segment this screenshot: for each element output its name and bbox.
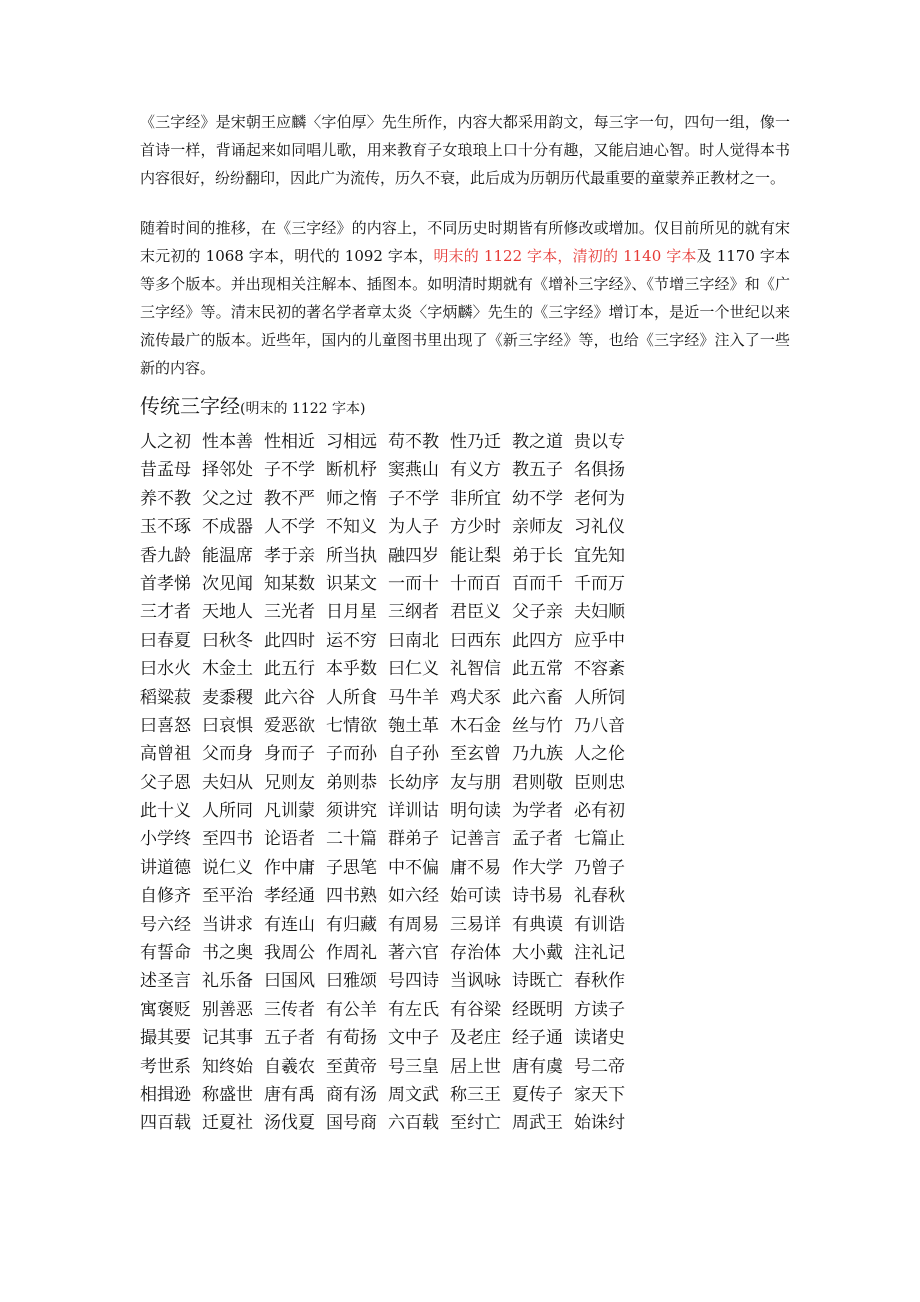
verse-phrase: 孝于亲 [264,545,315,566]
verse-phrase: 读诸史 [574,1028,625,1049]
verse-phrase: 能温席 [202,545,253,566]
verse-grid [140,428,790,1138]
verse-phrase: 玉不琢 [140,517,191,538]
verse-phrase: 至纣亡 [450,1113,501,1134]
highlight-ming-edition: 明末的 1122 字本 [433,247,558,265]
verse-phrase: 及老庄 [450,1028,501,1049]
verse-phrase: 名俱扬 [574,460,625,481]
verse-phrase: 此六畜 [512,687,563,708]
verse-phrase: 马牛羊 [388,687,439,708]
highlight-separator: ， [557,247,573,265]
verse-phrase: 唐有禹 [264,1084,315,1105]
verse-phrase: 夫妇从 [202,772,253,793]
verse-phrase: 当讲求 [202,914,253,935]
verse-phrase: 麦黍稷 [202,687,253,708]
verse-phrase: 丝与竹 [512,715,563,736]
verse-phrase: 弟于长 [512,545,563,566]
verse-row [140,882,790,910]
verse-phrase: 礼春秋 [574,886,625,907]
verse-phrase: 性乃迁 [450,432,501,452]
verse-row [140,825,790,853]
verse-phrase: 号二帝 [574,1056,625,1077]
verse-phrase: 七情欲 [326,715,377,736]
verse-phrase: 稻粱菽 [140,687,191,708]
verse-phrase: 中不偏 [388,857,439,878]
verse-phrase: 庸不易 [450,857,501,878]
verse-phrase: 三光者 [264,602,315,623]
verse-phrase: 自子孙 [388,744,439,765]
verse-phrase: 曰哀惧 [202,715,253,736]
verse-phrase: 子思笔 [326,857,377,878]
verse-phrase: 人之初 [140,432,191,452]
verse-phrase: 此六谷 [264,687,315,708]
verse-phrase: 人之伦 [574,744,625,765]
verse-phrase: 方少时 [450,517,501,538]
verse-phrase: 周文武 [388,1084,439,1105]
verse-phrase: 周武王 [512,1113,563,1134]
verse-phrase: 著六官 [388,943,439,964]
verse-phrase: 识某文 [326,573,377,594]
verse-phrase: 本乎数 [326,659,377,680]
verse-phrase: 此四时 [264,630,315,651]
verse-phrase: 至平治 [202,886,253,907]
verse-phrase: 昔孟母 [140,460,191,481]
verse-phrase: 君则敬 [512,772,563,793]
verse-phrase: 自羲农 [264,1056,315,1077]
verse-phrase: 春秋作 [574,971,625,992]
verse-phrase: 三易详 [450,914,501,935]
verse-phrase: 三纲者 [388,602,439,623]
verse-row [140,1024,790,1052]
verse-phrase: 习礼仪 [574,517,625,538]
verse-row [140,684,790,712]
verse-phrase: 有周易 [388,914,439,935]
verse-phrase: 乃九族 [512,744,563,765]
verse-phrase: 此十义 [140,801,191,822]
verse-phrase: 性本善 [202,432,253,452]
verse-phrase: 经既明 [512,999,563,1020]
verse-phrase: 为学者 [512,801,563,822]
verse-phrase: 号四诗 [388,971,439,992]
verse-phrase: 乃八音 [574,715,625,736]
highlight-qing-edition: 清初的 1140 字本 [572,247,697,265]
verse-phrase: 商有汤 [326,1084,377,1105]
verse-phrase: 有训诰 [574,914,625,935]
verse-row [140,542,790,570]
verse-phrase: 大小戴 [512,943,563,964]
verse-phrase: 父之过 [202,488,253,509]
verse-row [140,1053,790,1081]
verse-phrase: 孝经通 [264,886,315,907]
verse-phrase: 百而千 [512,573,563,594]
verse-phrase: 号六经 [140,914,191,935]
verse-phrase: 迁夏社 [202,1113,253,1134]
verse-phrase: 作大学 [512,857,563,878]
verse-row [140,797,790,825]
verse-phrase: 至四书 [202,829,253,850]
verse-row [140,598,790,626]
verse-phrase: 千而万 [574,573,625,594]
verse-phrase: 有公羊 [326,999,377,1020]
verse-phrase: 日月星 [326,602,377,623]
verse-phrase: 称盛世 [202,1084,253,1105]
verse-phrase: 居上世 [450,1056,501,1077]
section-heading [140,386,790,426]
verse-row [140,428,790,456]
intro-paragraph-1 [140,108,790,192]
verse-row [140,769,790,797]
verse-phrase: 四书熟 [326,886,377,907]
verse-phrase: 曰秋冬 [202,630,253,651]
verse-phrase: 为人子 [388,517,439,538]
verse-phrase: 君臣义 [450,602,501,623]
verse-phrase: 三才者 [140,602,191,623]
verse-phrase: 如六经 [388,886,439,907]
verse-phrase: 香九龄 [140,545,191,566]
verse-row [140,456,790,484]
verse-phrase: 三传者 [264,999,315,1020]
verse-phrase: 当讽咏 [450,971,501,992]
verse-row [140,854,790,882]
verse-phrase: 不容紊 [574,659,625,680]
verse-phrase: 高曾祖 [140,744,191,765]
verse-phrase: 养不教 [140,488,191,509]
verse-phrase: 子不学 [264,460,315,481]
verse-row [140,712,790,740]
verse-row [140,485,790,513]
verse-phrase: 人所同 [202,801,253,822]
verse-row [140,911,790,939]
verse-phrase: 人所饲 [574,687,625,708]
verse-phrase: 记善言 [450,829,501,850]
verse-phrase: 相揖逊 [140,1084,191,1105]
verse-phrase: 十而百 [450,573,501,594]
verse-phrase: 家天下 [574,1084,625,1105]
verse-phrase: 次见闻 [202,573,253,594]
verse-phrase: 礼乐备 [202,971,253,992]
verse-phrase: 有典谟 [512,914,563,935]
verse-phrase: 有归藏 [326,914,377,935]
verse-phrase: 二十篇 [326,829,377,850]
verse-phrase: 号三皇 [388,1056,439,1077]
verse-phrase: 论语者 [264,829,315,850]
intro-paragraph-2-text-a: 随着时间的推移，在《三字经》的内容上，不同历史时期皆有所修改或增加。仅目前所见的就有宋末元初的 1068 字本，明代的 1092 字本， [140,219,790,265]
verse-phrase: 七篇止 [574,829,625,850]
verse-phrase: 有义方 [450,460,501,481]
verse-phrase: 习相远 [326,432,377,452]
verse-row [140,627,790,655]
verse-phrase: 有誓命 [140,943,191,964]
verse-phrase: 子而孙 [326,744,377,765]
verse-phrase: 贵以专 [574,432,625,452]
verse-phrase: 曰水火 [140,659,191,680]
verse-phrase: 身而子 [264,744,315,765]
verse-phrase: 断机杼 [326,460,377,481]
section-subtitle: (明末的 1122 字本) [240,401,366,417]
intro-paragraph-2-text-b: 及 1170 字本等多个版本。并出现相关注解本、插图本。如明清时期就有《增补三字经》、《节增三字经》和《广三字经》等。清末民初的著名学者章太炎〈字炳麟〉先生的《三字经》增订本，是近一个世纪以来流传最广的版本。近些年，国内的儿童图书里出现了《新三字经》等，也给《三字经》注入了一些新的内容。 [140,247,791,377]
verse-row [140,967,790,995]
verse-phrase: 师之惰 [326,488,377,509]
verse-row [140,740,790,768]
verse-phrase: 五子者 [264,1028,315,1049]
verse-phrase: 考世系 [140,1056,191,1077]
verse-phrase: 教五子 [512,460,563,481]
verse-phrase: 木金土 [202,659,253,680]
verse-phrase: 自修齐 [140,886,191,907]
verse-row [140,1109,790,1137]
verse-phrase: 曰春夏 [140,630,191,651]
verse-phrase: 所当执 [326,545,377,566]
verse-phrase: 注礼记 [574,943,625,964]
verse-phrase: 教不严 [264,488,315,509]
verse-phrase: 国号商 [326,1113,377,1134]
verse-phrase: 凡训蒙 [264,801,315,822]
verse-phrase: 此四方 [512,630,563,651]
verse-phrase: 文中子 [388,1028,439,1049]
verse-phrase: 应乎中 [574,630,625,651]
verse-phrase: 汤伐夏 [264,1113,315,1134]
verse-phrase: 人不学 [264,517,315,538]
verse-phrase: 撮其要 [140,1028,191,1049]
verse-phrase: 教之道 [512,432,563,452]
verse-row [140,939,790,967]
verse-phrase: 曰国风 [264,971,315,992]
verse-phrase: 天地人 [202,602,253,623]
verse-phrase: 方读子 [574,999,625,1020]
verse-phrase: 运不穷 [326,630,377,651]
verse-row [140,1081,790,1109]
verse-phrase: 知终始 [202,1056,253,1077]
verse-phrase: 有左氏 [388,999,439,1020]
verse-phrase: 详训诂 [388,801,439,822]
verse-phrase: 寓褒贬 [140,999,191,1020]
verse-phrase: 说仁义 [202,857,253,878]
verse-phrase: 经子通 [512,1028,563,1049]
verse-phrase: 鸡犬豕 [450,687,501,708]
verse-phrase: 曰雅颂 [326,971,377,992]
verse-phrase: 人所食 [326,687,377,708]
verse-phrase: 始可读 [450,886,501,907]
verse-phrase: 性相近 [264,432,315,452]
verse-phrase: 诗既亡 [512,971,563,992]
verse-phrase: 能让梨 [450,545,501,566]
verse-phrase: 曰南北 [388,630,439,651]
verse-phrase: 首孝悌 [140,573,191,594]
verse-phrase: 友与朋 [450,772,501,793]
verse-row [140,513,790,541]
verse-phrase: 宜先知 [574,545,625,566]
verse-phrase: 作周礼 [326,943,377,964]
verse-row [140,655,790,683]
verse-phrase: 父而身 [202,744,253,765]
verse-phrase: 存治体 [450,943,501,964]
verse-phrase: 曰喜怒 [140,715,191,736]
verse-phrase: 一而十 [388,573,439,594]
verse-phrase: 至黄帝 [326,1056,377,1077]
verse-phrase: 弟则恭 [326,772,377,793]
verse-phrase: 非所宜 [450,488,501,509]
verse-phrase: 称三王 [450,1084,501,1105]
verse-phrase: 别善恶 [202,999,253,1020]
verse-phrase: 礼智信 [450,659,501,680]
verse-phrase: 小学终 [140,829,191,850]
verse-phrase: 讲道德 [140,857,191,878]
verse-phrase: 老何为 [574,488,625,509]
intro-paragraph-1-text: 《三字经》是宋朝王应麟〈字伯厚〉先生所作，内容大都采用韵文，每三字一句，四句一组，像一首诗一样，背诵起来如同唱儿歌，用来教育子女琅琅上口十分有趣，又能启迪心智。时人觉得本书内容很好，纷纷翻印，因此广为流传，历久不衰，此后成为历朝历代最重要的童蒙养正教材之一。 [140,113,790,187]
verse-phrase: 乃曾子 [574,857,625,878]
verse-phrase: 不知义 [326,517,377,538]
verse-phrase: 至玄曾 [450,744,501,765]
verse-phrase: 融四岁 [388,545,439,566]
verse-phrase: 木石金 [450,715,501,736]
verse-phrase: 须讲究 [326,801,377,822]
verse-phrase: 有荀扬 [326,1028,377,1049]
verse-phrase: 知某数 [264,573,315,594]
verse-phrase: 群弟子 [388,829,439,850]
verse-phrase: 明句读 [450,801,501,822]
verse-phrase: 夏传子 [512,1084,563,1105]
verse-phrase: 我周公 [264,943,315,964]
intro-paragraph-2 [140,214,790,382]
verse-phrase: 此五行 [264,659,315,680]
verse-phrase: 述圣言 [140,971,191,992]
verse-phrase: 不成器 [202,517,253,538]
verse-phrase: 择邻处 [202,460,253,481]
section-title: 传统三字经 [140,394,240,418]
verse-phrase: 匏土革 [388,715,439,736]
verse-phrase: 臣则忠 [574,772,625,793]
verse-phrase: 夫妇顺 [574,602,625,623]
verse-phrase: 此五常 [512,659,563,680]
verse-phrase: 诗书易 [512,886,563,907]
verse-phrase: 孟子者 [512,829,563,850]
verse-phrase: 爱恶欲 [264,715,315,736]
verse-phrase: 书之奥 [202,943,253,964]
verse-phrase: 苟不教 [388,432,439,452]
verse-phrase: 作中庸 [264,857,315,878]
verse-phrase: 始诛纣 [574,1113,625,1134]
verse-phrase: 兄则友 [264,772,315,793]
verse-phrase: 幼不学 [512,488,563,509]
verse-phrase: 父子恩 [140,772,191,793]
verse-phrase: 有谷梁 [450,999,501,1020]
verse-phrase: 唐有虞 [512,1056,563,1077]
verse-phrase: 长幼序 [388,772,439,793]
verse-phrase: 父子亲 [512,602,563,623]
verse-phrase: 曰西东 [450,630,501,651]
verse-phrase: 记其事 [202,1028,253,1049]
verse-phrase: 必有初 [574,801,625,822]
verse-phrase: 亲师友 [512,517,563,538]
verse-phrase: 曰仁义 [388,659,439,680]
verse-phrase: 四百载 [140,1113,191,1134]
document-page [140,108,790,1138]
verse-phrase: 六百载 [388,1113,439,1134]
verse-phrase: 子不学 [388,488,439,509]
verse-phrase: 窦燕山 [388,460,439,481]
verse-phrase: 有连山 [264,914,315,935]
verse-row [140,996,790,1024]
verse-row [140,570,790,598]
